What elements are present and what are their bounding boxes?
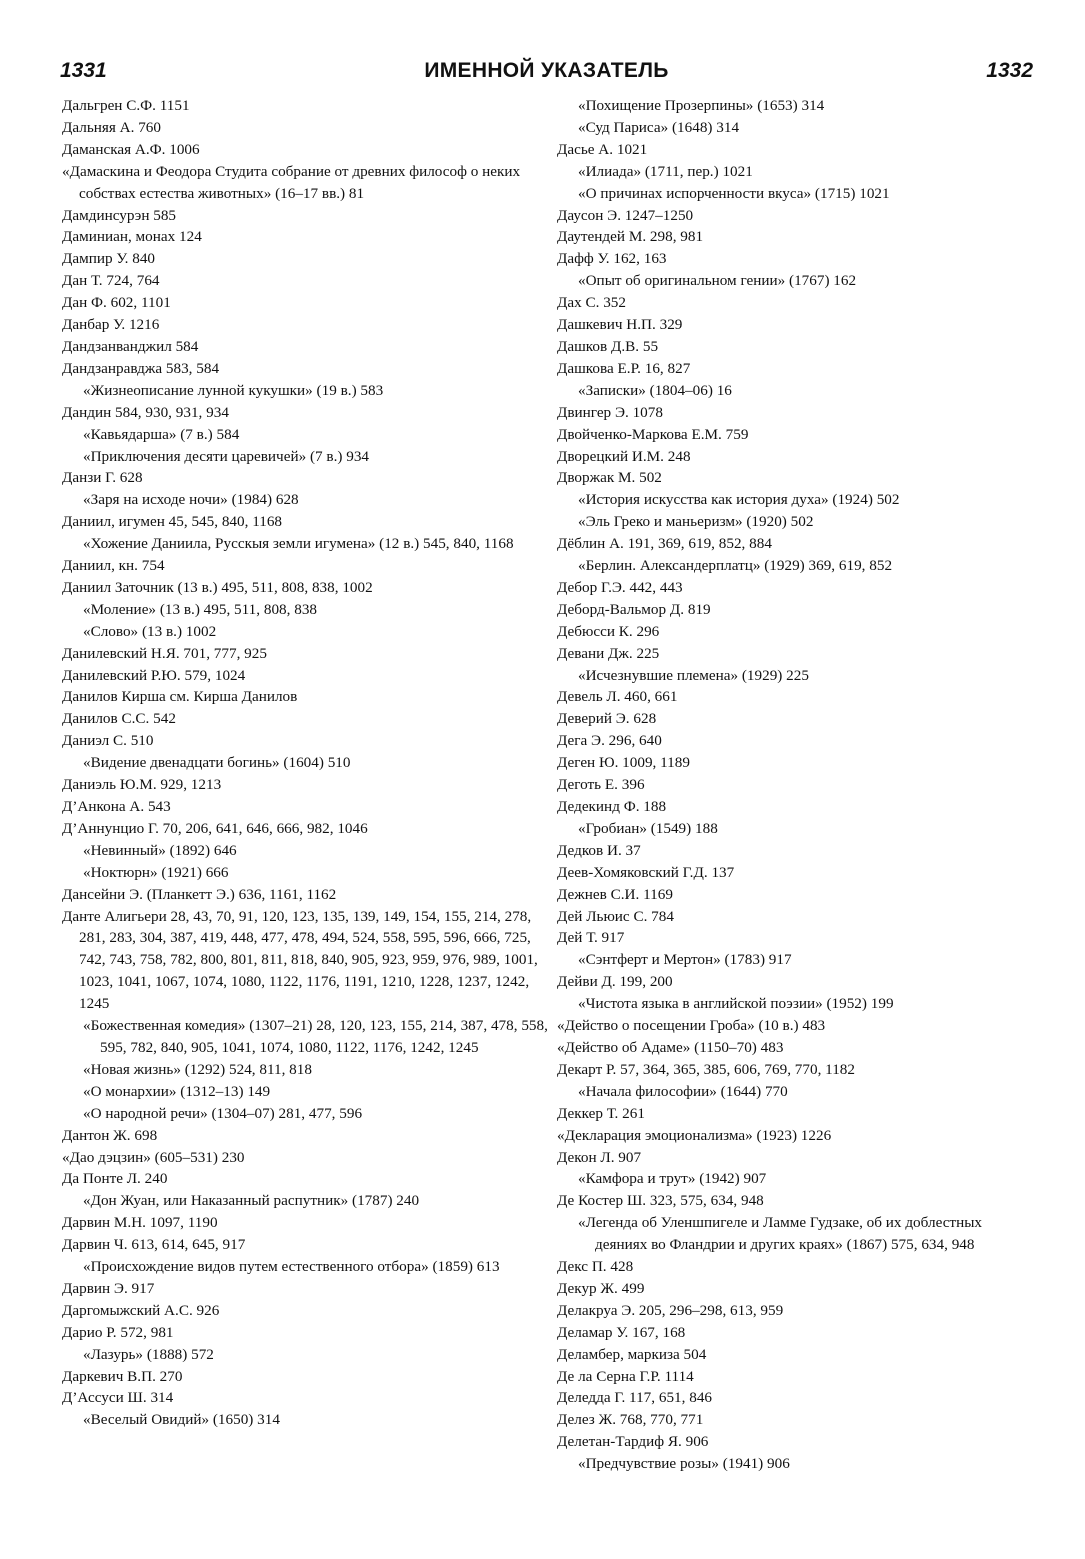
index-subentry: «Берлин. Александерплатц» (1929) 369, 619, 852 bbox=[578, 557, 893, 575]
index-column-left bbox=[62, 95, 548, 1431]
index-subentry: «Хожение Даниила, Русскыя земли игумена» (12 в.) 545, 840, 1168 bbox=[83, 535, 514, 553]
index-entry: Дампир У. 840 bbox=[62, 250, 156, 268]
index-entry: Дашкова Е.Р. 16, 827 bbox=[557, 359, 691, 377]
index-entry: Дан Ф. 602, 1101 bbox=[62, 294, 171, 312]
index-entry: Дасье А. 1021 bbox=[557, 140, 648, 158]
index-entry: Д’Ассуси Ш. 314 bbox=[62, 1389, 174, 1407]
index-entry: Декур Ж. 499 bbox=[557, 1279, 645, 1297]
index-entry: Деламар У. 167, 168 bbox=[557, 1323, 686, 1341]
index-entry: Деледда Г. 117, 651, 846 bbox=[557, 1389, 713, 1407]
index-entry: Делакруа Э. 205, 296–298, 613, 959 bbox=[557, 1301, 784, 1319]
page-title: ИМЕННОЙ УКАЗАТЕЛЬ bbox=[424, 59, 669, 82]
index-entry: Данилевский Н.Я. 701, 777, 925 bbox=[62, 644, 267, 662]
index-entry: Дворецкий И.М. 248 bbox=[557, 447, 691, 465]
index-entry: Дейви Д. 199, 200 bbox=[557, 973, 673, 991]
index-subentry: «Начала философии» (1644) 770 bbox=[578, 1082, 788, 1100]
index-entry: Де ла Серна Г.Р. 1114 bbox=[557, 1367, 694, 1385]
index-entry: Даргомыжский А.С. 926 bbox=[62, 1301, 220, 1319]
index-entry: Делетан-Тардиф Я. 906 bbox=[557, 1433, 709, 1451]
index-entry: Дандин 584, 930, 931, 934 bbox=[62, 403, 229, 421]
index-entry: Д’Анкона А. 543 bbox=[62, 798, 171, 815]
index-subentry: «Приключения десяти царевичей» (7 в.) 934 bbox=[83, 447, 370, 465]
index-entry: Девани Дж. 225 bbox=[557, 644, 660, 662]
index-entry: Декон Л. 907 bbox=[557, 1148, 642, 1166]
page-number-left: 1331 bbox=[60, 59, 107, 82]
index-entry: Данбар У. 1216 bbox=[62, 316, 160, 334]
index-entry: Двингер Э. 1078 bbox=[557, 403, 663, 421]
index-entry: «Действо о посещении Гроба» (10 в.) 483 bbox=[557, 1017, 826, 1035]
index-entry: Даутендей М. 298, 981 bbox=[557, 228, 704, 246]
index-entry: Дарвин Ч. 613, 614, 645, 917 bbox=[62, 1236, 246, 1254]
index-entry: Деготь Е. 396 bbox=[557, 776, 645, 794]
index-entry: Дандзанванджил 584 bbox=[62, 337, 199, 355]
index-entry: «Декларация эмоционализма» (1923) 1226 bbox=[557, 1126, 832, 1144]
index-entry: Даниэль Ю.М. 929, 1213 bbox=[62, 776, 222, 794]
index-entry: Дей Т. 917 bbox=[557, 929, 625, 947]
index-subentry: «Похищение Прозерпины» (1653) 314 bbox=[578, 97, 825, 114]
index-subentry: «Опыт об оригинальном гении» (1767) 162 bbox=[578, 272, 857, 290]
index-entry: Данте Алигьери 28, 43, 70, 91, 120, 123, 135, 139, 149, 154, 155, 214, 278, 281, 283, 304, 387, 419, 448, 477, 478, 494, 524, 558, 595, 596, 666, 725, 742, 743, 758, 782, 800, 801, 811, 818, 840, 905, 923, 959, 976, 989, 1001, 1023, 1041, 1067, 1074, 1080, 1122, 1176, 1191, 1210, 1228, 1237, 1242, 1245 bbox=[62, 907, 538, 1013]
index-entry: Декарт Р. 57, 364, 365, 385, 606, 769, 770, 1182 bbox=[557, 1060, 855, 1078]
index-subentry: «Божественная комедия» (1307–21) 28, 120, 123, 155, 214, 387, 478, 558, 595, 782, 840, 905, 1041, 1074, 1080, 1122, 1176, 1242, 1245 bbox=[83, 1017, 548, 1056]
index-entry: Дах С. 352 bbox=[557, 294, 626, 312]
index-entry: Девель Л. 460, 661 bbox=[557, 688, 678, 706]
index-entry: Даниил, кн. 754 bbox=[62, 557, 165, 575]
index-subentry: «Суд Париса» (1648) 314 bbox=[578, 118, 740, 136]
index-entry: Даманская А.Ф. 1006 bbox=[62, 140, 200, 158]
index-entry: Деламбер, маркиза 504 bbox=[557, 1345, 707, 1363]
index-subentry: «О народной речи» (1304–07) 281, 477, 596 bbox=[83, 1104, 363, 1122]
index-entry: Дарвин Э. 917 bbox=[62, 1279, 155, 1297]
index-entry: Дансейни Э. (Планкетт Э.) 636, 1161, 1162 bbox=[62, 885, 337, 903]
index-entry: Дашков Д.В. 55 bbox=[557, 337, 659, 355]
index-subentry: «Видение двенадцати богинь» (1604) 510 bbox=[83, 754, 351, 772]
index-entry: Да Понте Л. 240 bbox=[62, 1170, 168, 1188]
page-number-right: 1332 bbox=[986, 59, 1033, 82]
index-subentry: «Эль Греко и маньеризм» (1920) 502 bbox=[578, 513, 814, 531]
index-entry: Дебюсси К. 296 bbox=[557, 622, 660, 640]
index-entry: Данилов Кирша см. Кирша Данилов bbox=[62, 688, 298, 706]
index-entry: Деген Ю. 1009, 1189 bbox=[557, 754, 690, 772]
index-entry: Дей Льюис С. 784 bbox=[557, 907, 674, 925]
index-subentry: «Веселый Овидий» (1650) 314 bbox=[83, 1411, 280, 1429]
index-subentry: «История искусства как история духа» (1924) 502 bbox=[578, 491, 900, 509]
index-entry: Дафф У. 162, 163 bbox=[557, 250, 667, 268]
index-entry: Дебор Г.Э. 442, 443 bbox=[557, 578, 683, 596]
index-column-right bbox=[557, 95, 1037, 1475]
index-entry: Де Костер Ш. 323, 575, 634, 948 bbox=[557, 1192, 764, 1210]
index-subentry: «Илиада» (1711, пер.) 1021 bbox=[578, 162, 753, 180]
index-entry: Дежнев С.И. 1169 bbox=[557, 885, 673, 903]
index-subentry: «О монархии» (1312–13) 149 bbox=[83, 1082, 271, 1100]
index-subentry: «Дон Жуан, или Наказанный распутник» (1787) 240 bbox=[83, 1192, 420, 1210]
index-entry: Дворжак М. 502 bbox=[557, 469, 662, 487]
index-entry: Дедекинд Ф. 188 bbox=[557, 798, 667, 815]
index-entry: Даниил Заточник (13 в.) 495, 511, 808, 838, 1002 bbox=[62, 578, 373, 596]
index-entry: Данзи Г. 628 bbox=[62, 469, 143, 487]
index-entry: Дамдинсурэн 585 bbox=[62, 206, 177, 224]
index-entry: Данилевский Р.Ю. 579, 1024 bbox=[62, 666, 246, 684]
index-entry: Даусон Э. 1247–1250 bbox=[557, 206, 694, 224]
index-entry: Дандзанравджа 583, 584 bbox=[62, 359, 220, 377]
index-entry: Декс П. 428 bbox=[557, 1258, 634, 1276]
index-subentry: «Сэнтферт и Мертон» (1783) 917 bbox=[578, 951, 792, 969]
index-entry: Дарвин М.Н. 1097, 1190 bbox=[62, 1214, 218, 1232]
index-subentry: «Исчезнувшие племена» (1929) 225 bbox=[578, 666, 809, 684]
index-subentry: «Гробиан» (1549) 188 bbox=[578, 819, 718, 837]
index-subentry: «Новая жизнь» (1292) 524, 811, 818 bbox=[83, 1060, 312, 1078]
index-entry: Данилов С.С. 542 bbox=[62, 710, 176, 728]
index-entry: Дашкевич Н.П. 329 bbox=[557, 316, 683, 334]
index-subentry: «Жизнеописание лунной кукушки» (19 в.) 583 bbox=[83, 381, 384, 399]
index-entry: Делез Ж. 768, 770, 771 bbox=[557, 1411, 704, 1429]
index-entry: Дега Э. 296, 640 bbox=[557, 732, 662, 750]
index-entry: Дедков И. 37 bbox=[557, 841, 641, 859]
index-subentry: «Кавьядарша» (7 в.) 584 bbox=[83, 425, 240, 443]
page-header bbox=[60, 56, 1033, 88]
index-entry: «Дао дэцзин» (605–531) 230 bbox=[62, 1148, 245, 1166]
index-entry: Деев-Хомяковский Г.Д. 137 bbox=[557, 863, 735, 881]
index-subentry: «Лазурь» (1888) 572 bbox=[83, 1345, 214, 1363]
index-entry: Деккер Т. 261 bbox=[557, 1104, 645, 1122]
index-subentry: «Чистота языка в английской поэзии» (1952) 199 bbox=[578, 995, 894, 1013]
index-subentry: «Невинный» (1892) 646 bbox=[83, 841, 237, 859]
index-subentry: «Происхождение видов путем естественного отбора» (1859) 613 bbox=[83, 1258, 500, 1276]
index-subentry: «Предчувствие розы» (1941) 906 bbox=[578, 1455, 790, 1473]
index-subentry: «Заря на исходе ночи» (1984) 628 bbox=[83, 491, 299, 509]
index-entry: Дарио Р. 572, 981 bbox=[62, 1323, 174, 1341]
index-entry: Двойченко-Маркова Е.М. 759 bbox=[557, 425, 749, 443]
index-entry: «Дамаскина и Феодора Студита собрание от древних философ о неких собствах естества животных» (16–17 вв.) 81 bbox=[62, 162, 521, 202]
index-subentry: «О причинах испорченности вкуса» (1715) 1021 bbox=[578, 184, 890, 202]
index-subentry: «Моление» (13 в.) 495, 511, 808, 838 bbox=[83, 600, 318, 618]
index-subentry: «Легенда об Уленшпигеле и Ламме Гудзаке, об их доблестных деяниях во Фландрии и других краях» (1867) 575, 634, 948 bbox=[578, 1214, 982, 1254]
index-entry: Д’Аннунцио Г. 70, 206, 641, 646, 666, 982, 1046 bbox=[62, 819, 368, 837]
index-entry: Деборд-Вальмор Д. 819 bbox=[557, 600, 711, 618]
index-entry: «Действо об Адаме» (1150–70) 483 bbox=[557, 1038, 784, 1056]
index-entry: Дальгрен С.Ф. 1151 bbox=[62, 97, 190, 114]
index-entry: Деверий Э. 628 bbox=[557, 710, 657, 728]
index-entry: Даркевич В.П. 270 bbox=[62, 1367, 183, 1385]
index-entry: Дальняя А. 760 bbox=[62, 118, 161, 136]
index-subentry: «Камфора и трут» (1942) 907 bbox=[578, 1170, 767, 1188]
index-subentry: «Записки» (1804–06) 16 bbox=[578, 381, 732, 399]
index-entry: Дёблин А. 191, 369, 619, 852, 884 bbox=[557, 535, 772, 553]
index-subentry: «Ноктюрн» (1921) 666 bbox=[83, 863, 229, 881]
index-entry: Даниэл С. 510 bbox=[62, 732, 154, 750]
index-entry: Даминиан, монах 124 bbox=[62, 228, 202, 246]
index-subentry: «Слово» (13 в.) 1002 bbox=[83, 622, 217, 640]
index-entry: Даниил, игумен 45, 545, 840, 1168 bbox=[62, 513, 283, 531]
index-entry: Дан Т. 724, 764 bbox=[62, 272, 160, 290]
index-entry: Дантон Ж. 698 bbox=[62, 1126, 158, 1144]
